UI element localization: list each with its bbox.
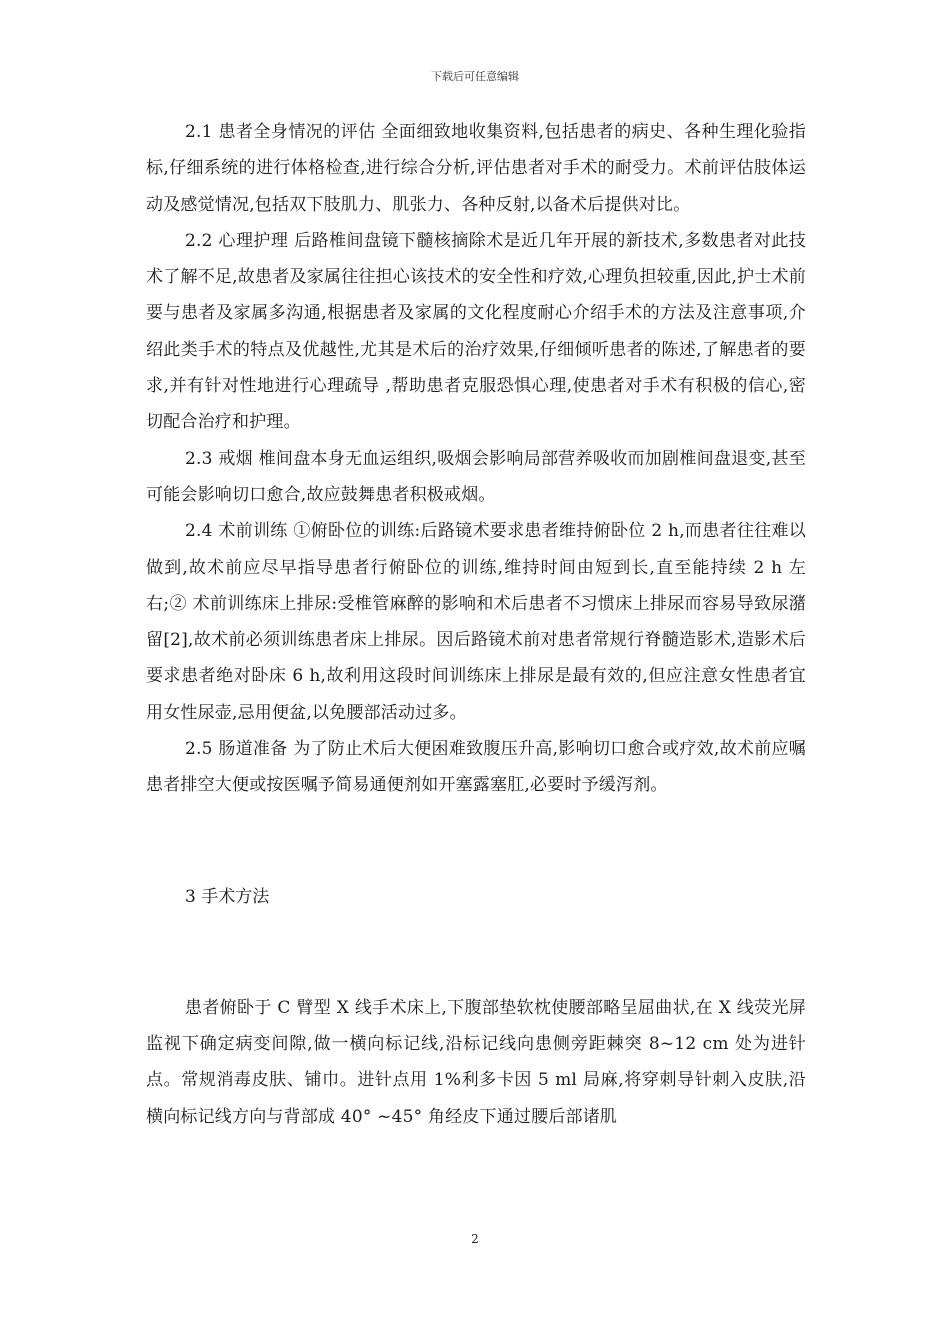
paragraph-2-3: 2.3 戒烟 椎间盘本身无血运组织,吸烟会影响局部营养吸收而加剧椎间盘退变,甚至可能会影响切口愈合,故应鼓舞患者积极戒烟。	[146, 448, 806, 505]
paragraph-2-1: 2.1 患者全身情况的评估 全面细致地收集资料,包括患者的病史、各种生理化验指标,仔细系统的进行体格检查,进行综合分析,评估患者对手术的耐受力。术前评估肢体运动及感觉情况,包括双下肢肌力、肌张力、各种反射,以备术后提供对比。	[146, 122, 806, 215]
paragraph-2-5: 2.5 肠道准备 为了防止术后大便困难致腹压升高,影响切口愈合或疗效,故术前应嘱患者排空大便或按医嘱予简易通便剂如开塞露塞肛,必要时予缓泻剂。	[146, 739, 806, 796]
spacer	[146, 915, 806, 990]
spacer	[146, 804, 806, 879]
paragraph-2-4: 2.4 术前训练 ①俯卧位的训练:后路镜术要求患者维持俯卧位 2 h,而患者往往难以做到,故术前应尽早指导患者行俯卧位的训练,维持时间由短到长,直至能持续 2 h 左右;② 术前训练床上排尿:受椎管麻醉的影响和术后患者不习惯床上排尿而容易导致尿潴留[2],故术前必须训练患者床上排尿。因后路镜术前对患者常规行脊髓造影术,造影术后要求患者绝对卧床 6 h,故利用这段时间训练床上排尿是最有效的,但应注意女性患者宜用女性尿壶,忌用便盆,以免腰部活动过多。	[146, 521, 806, 723]
page-header: 下载后可任意编辑	[431, 70, 519, 83]
paragraph-3-body: 患者俯卧于 C 臂型 X 线手术床上,下腹部垫软枕使腰部略呈屈曲状,在 X 线荧光屏监视下确定病变间隙,做一横向标记线,沿标记线向患侧旁距棘突 8~12 cm 处为进针点。常规消毒皮肤、铺巾。进针点用 1%利多卡因 5 ml 局麻,将穿刺导针刺入皮肤,沿横向标记线方向与背部成 40° ~45° 角经皮下通过腰后部诸肌	[146, 997, 806, 1127]
section-heading: 3 手术方法	[185, 886, 270, 907]
paragraph-2-2: 2.2 心理护理 后路椎间盘镜下髓核摘除术是近几年开展的新技术,多数患者对此技术了解不足,故患者及家属往往担心该技术的安全性和疗效,心理负担较重,因此,护士术前要与患者及家属多沟通,根据患者及家属的文化程度耐心介绍手术的方法及注意事项,介绍此类手术的特点及优越性,尤其是术后的治疗效果,仔细倾听患者的陈述,了解患者的要求,并有针对性地进行心理疏导 ,帮助患者克服恐惧心理,使患者对手术有积极的信心,密切配合治疗和护理。	[146, 230, 806, 433]
page-number: 2	[471, 1232, 479, 1246]
document-body	[146, 114, 806, 1135]
